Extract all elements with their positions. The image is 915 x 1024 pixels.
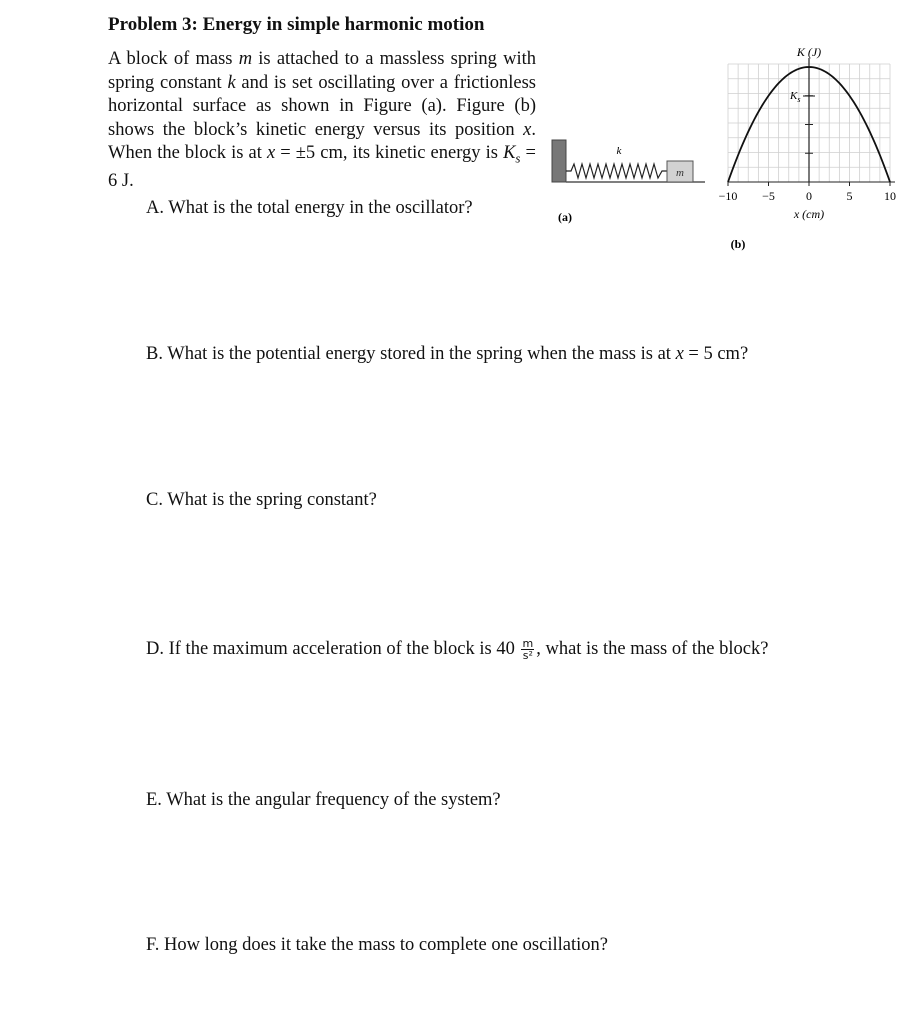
position-symbol: x xyxy=(523,119,532,140)
mass-symbol: m xyxy=(238,49,253,69)
x-axis-label: x (cm) xyxy=(793,207,825,221)
x-tick-label: −5 xyxy=(762,189,775,203)
unit-denominator: s² xyxy=(522,649,533,662)
question-b-pre: B. What is the potential energy stored in the spring when the mass is at xyxy=(146,344,676,364)
x-axis-ticks xyxy=(719,182,896,203)
x-tick-label: 5 xyxy=(846,189,853,203)
spring-label: k xyxy=(616,145,622,157)
figure-a-caption: (a) xyxy=(558,210,572,224)
figure-b xyxy=(719,45,896,251)
figure-svg xyxy=(545,40,905,251)
question-b-post: = 5 cm? xyxy=(683,344,749,364)
question-a: A. What is the total energy in the oscillator? xyxy=(146,198,473,218)
question-c: C. What is the spring constant? xyxy=(146,490,377,510)
intro-text-3: and is set oscillating over a frictionless horizontal surface as shown in Figure (a). Figure (b) shows the block’s kinetic energy versus its position xyxy=(108,72,536,140)
acceleration-unit-fraction xyxy=(521,638,534,661)
wall-icon xyxy=(552,140,566,182)
intro-text-4: . When the block is at xyxy=(108,119,536,163)
question-f: F. How long does it take the mass to complete one oscillation? xyxy=(146,935,608,955)
question-d-pre: D. If the maximum acceleration of the block is 40 xyxy=(146,638,520,659)
figure-b-caption: (b) xyxy=(730,237,746,251)
question-e: E. What is the angular frequency of the system? xyxy=(146,790,501,810)
position-symbol-2: x xyxy=(266,143,276,163)
figure-a xyxy=(552,140,705,224)
problem-intro xyxy=(108,48,536,194)
intro-text-6: = 6 J. xyxy=(108,143,536,192)
question-d xyxy=(146,638,768,661)
question-b xyxy=(146,344,748,365)
spring-icon xyxy=(566,164,667,178)
spring-constant-symbol: k xyxy=(227,72,236,93)
unit-numerator: m xyxy=(522,637,534,650)
y-axis-label: K (J) xyxy=(796,45,822,59)
problem-title: Problem 3: Energy in simple harmonic motion xyxy=(108,14,485,35)
question-b-x: x xyxy=(675,344,684,364)
question-d-post: , what is the mass of the block? xyxy=(536,638,769,659)
x-tick-label: 10 xyxy=(884,189,896,203)
intro-text-2: is attached to a massless spring with spring constant xyxy=(108,49,536,93)
ks-annotation: $K_s$ xyxy=(790,90,801,104)
block-label: m xyxy=(676,167,684,179)
x-tick-label: 0 xyxy=(806,189,812,203)
intro-text-5: = ±5 cm, its kinetic energy is xyxy=(275,143,504,163)
ks-symbol: K xyxy=(503,143,516,163)
ks-subscript: s xyxy=(515,150,521,166)
x-tick-label: −10 xyxy=(718,189,738,203)
intro-text-1: A block of mass xyxy=(108,49,239,69)
